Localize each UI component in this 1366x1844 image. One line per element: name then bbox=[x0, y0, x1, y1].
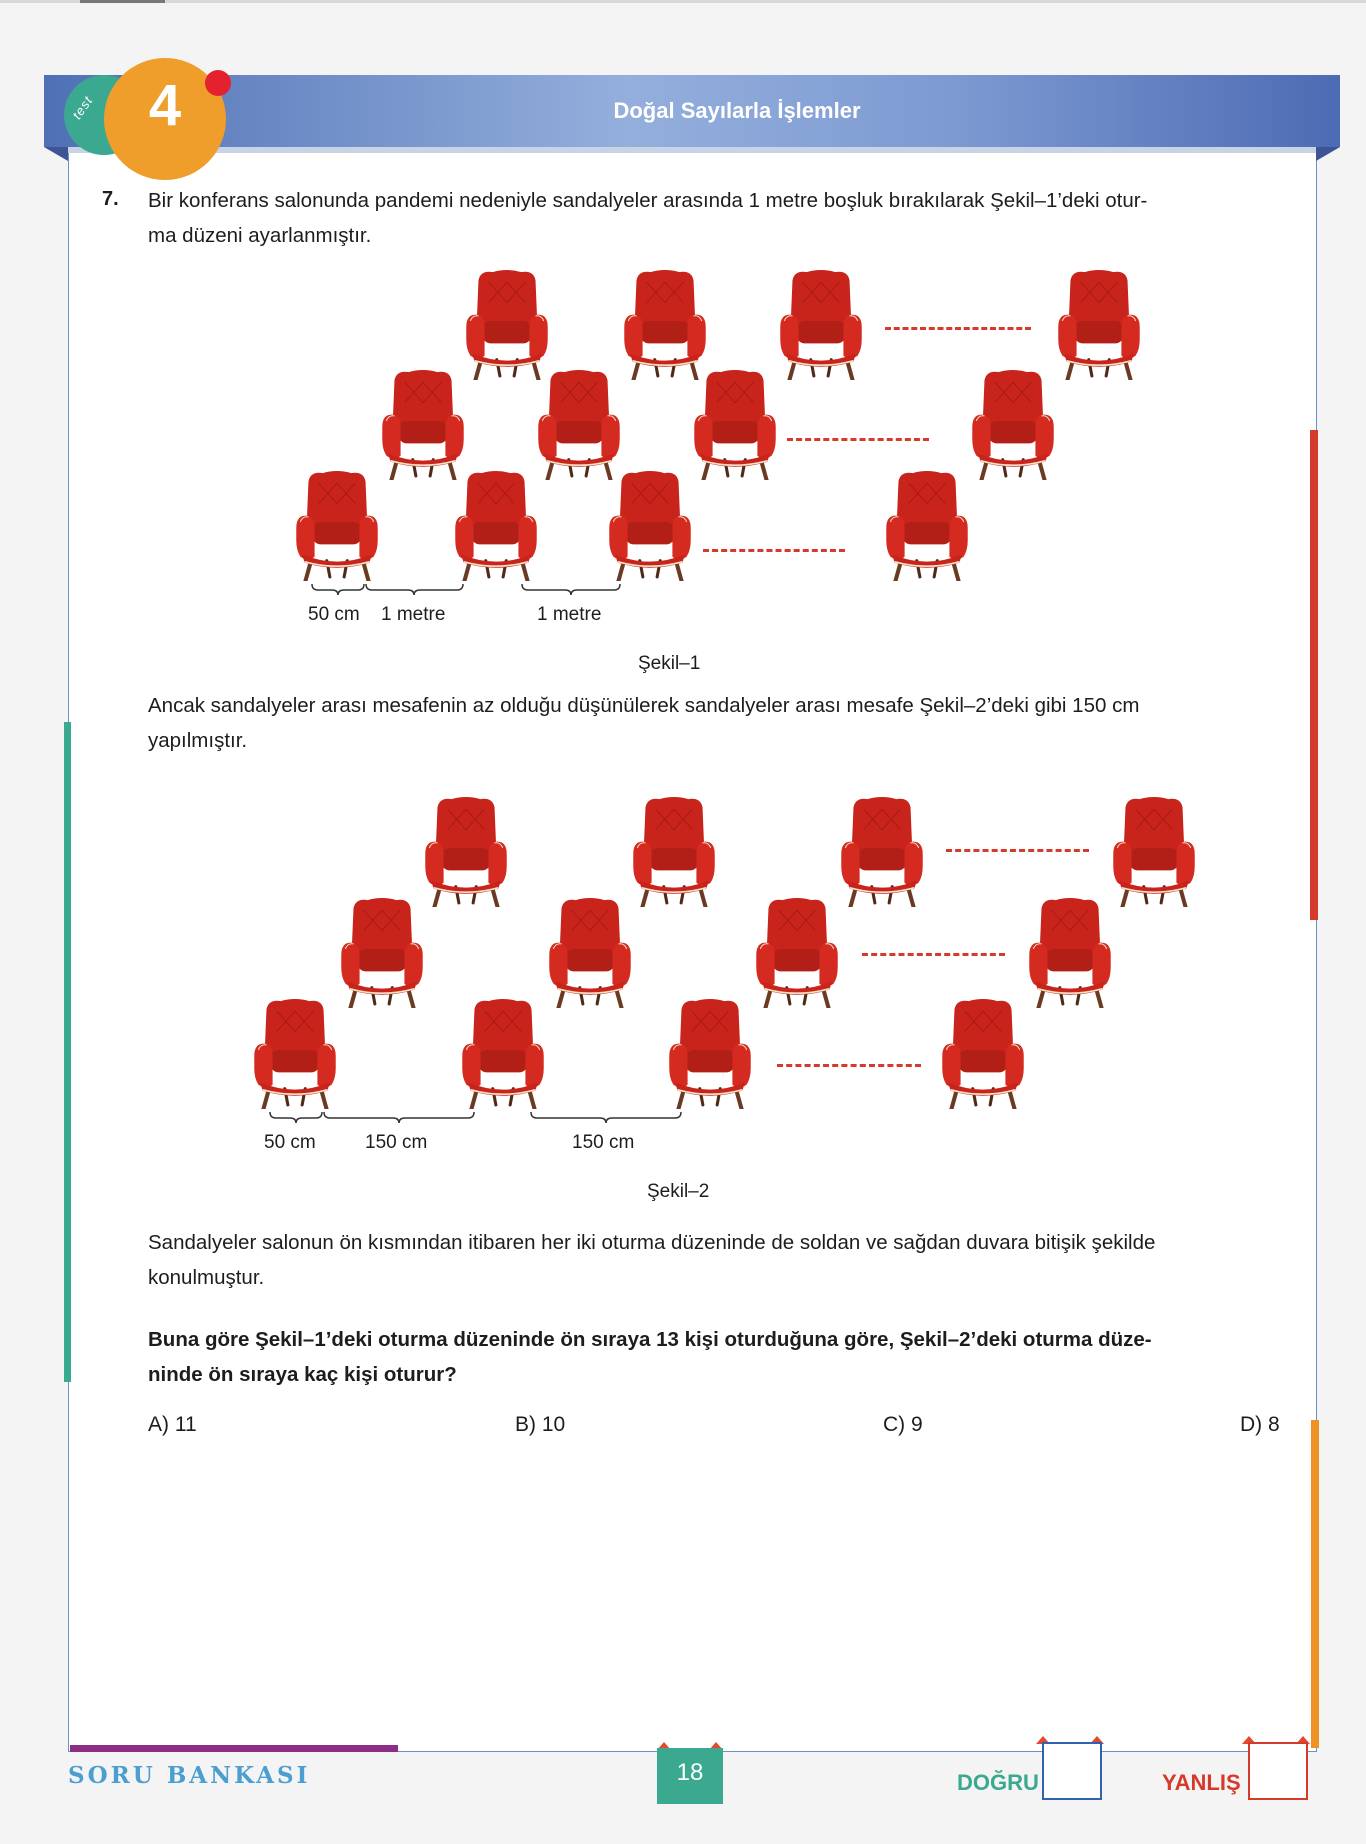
header-fold bbox=[44, 147, 1340, 161]
chair-icon bbox=[1028, 896, 1112, 1008]
dimension-label-gap: 1 metre bbox=[537, 604, 602, 625]
correct-label: DOĞRU bbox=[957, 1770, 1039, 1795]
side-bar-teal bbox=[64, 722, 71, 1382]
question-note-line2: konulmuştur. bbox=[148, 1266, 265, 1289]
dimension-label-gap: 150 cm bbox=[365, 1132, 428, 1153]
chair-icon bbox=[840, 795, 924, 907]
choice-d[interactable]: D) 8 bbox=[1240, 1413, 1280, 1436]
bottom-bar-purple bbox=[70, 1745, 398, 1752]
side-bar-orange bbox=[1311, 1420, 1319, 1748]
continuation-dashes bbox=[777, 1064, 921, 1067]
page-number: 18 bbox=[657, 1748, 723, 1804]
choice-a[interactable]: A) 11 bbox=[148, 1413, 197, 1436]
continuation-dashes bbox=[946, 849, 1089, 852]
badge-dot bbox=[205, 70, 231, 96]
chair-icon bbox=[623, 268, 707, 380]
chair-icon bbox=[340, 896, 424, 1008]
chair-icon bbox=[548, 896, 632, 1008]
side-bar-red bbox=[1310, 430, 1318, 920]
question-ask: Buna göre Şekil–1’deki oturma düzeninde ön sıraya 13 kişi oturduğuna göre, Şekil–2’deki oturma düze- bbox=[148, 1328, 1152, 1351]
chair-icon bbox=[668, 997, 752, 1109]
chair-icon bbox=[295, 469, 379, 581]
continuation-dashes bbox=[787, 438, 929, 441]
test-number: 4 bbox=[148, 73, 182, 138]
correct-count-box[interactable] bbox=[1042, 1742, 1102, 1800]
chair-icon bbox=[537, 368, 621, 480]
choice-c[interactable]: C) 9 bbox=[883, 1413, 923, 1436]
chair-icon bbox=[971, 368, 1055, 480]
chair-icon bbox=[693, 368, 777, 480]
chair-icon bbox=[779, 268, 863, 380]
footer-brand: SORU BANKASI bbox=[68, 1762, 311, 1789]
figure-1-caption: Şekil–1 bbox=[638, 653, 701, 674]
question-intro: Bir konferans salonunda pandemi nedeniyle sandalyeler arasında 1 metre boşluk bırakılarak Şekil–1’deki otur- bbox=[148, 189, 1148, 212]
chair-icon bbox=[1112, 795, 1196, 907]
header-title: Doğal Sayılarla İşlemler bbox=[613, 98, 861, 123]
chair-icon bbox=[424, 795, 508, 907]
top-border-accent bbox=[80, 0, 165, 3]
dimension-brace bbox=[310, 582, 366, 596]
question-ask-line2: ninde ön sıraya kaç kişi oturur? bbox=[148, 1363, 457, 1386]
question-number: 7. bbox=[102, 188, 119, 210]
chair-icon bbox=[632, 795, 716, 907]
dimension-label-seat: 50 cm bbox=[264, 1132, 316, 1153]
question-note: Sandalyeler salonun ön kısmından itibaren her iki oturma düzeninde de soldan ve sağdan duvara bitişik şekilde bbox=[148, 1231, 1156, 1254]
dimension-brace bbox=[520, 582, 622, 596]
chair-icon bbox=[941, 997, 1025, 1109]
dimension-brace bbox=[268, 1110, 324, 1124]
chair-icon bbox=[1057, 268, 1141, 380]
continuation-dashes bbox=[862, 953, 1005, 956]
dimension-label-gap: 150 cm bbox=[572, 1132, 635, 1153]
chair-icon bbox=[253, 997, 337, 1109]
figure-2-caption: Şekil–2 bbox=[647, 1181, 710, 1202]
dimension-label-gap: 1 metre bbox=[381, 604, 446, 625]
dimension-brace bbox=[529, 1110, 683, 1124]
chair-icon bbox=[608, 469, 692, 581]
wrong-label: YANLIŞ bbox=[1162, 1770, 1241, 1795]
wrong-count-box[interactable] bbox=[1248, 1742, 1308, 1800]
chair-icon bbox=[454, 469, 538, 581]
choice-b[interactable]: B) 10 bbox=[515, 1413, 566, 1436]
dimension-label-seat: 50 cm bbox=[308, 604, 360, 625]
continuation-dashes bbox=[885, 327, 1031, 330]
dimension-brace bbox=[322, 1110, 476, 1124]
question-middle: Ancak sandalyeler arası mesafenin az olduğu düşünülerek sandalyeler arası mesafe Şekil–2’deki gibi 150 cm bbox=[148, 694, 1140, 717]
test-label: test bbox=[69, 92, 96, 123]
question-middle-line2: yapılmıştır. bbox=[148, 729, 248, 752]
chair-icon bbox=[461, 997, 545, 1109]
chair-icon bbox=[381, 368, 465, 480]
continuation-dashes bbox=[703, 549, 845, 552]
chair-icon bbox=[755, 896, 839, 1008]
question-intro-line2: ma düzeni ayarlanmıştır. bbox=[148, 224, 372, 247]
dimension-brace bbox=[364, 582, 465, 596]
top-border-line bbox=[0, 0, 1366, 3]
chair-icon bbox=[885, 469, 969, 581]
chair-icon bbox=[465, 268, 549, 380]
